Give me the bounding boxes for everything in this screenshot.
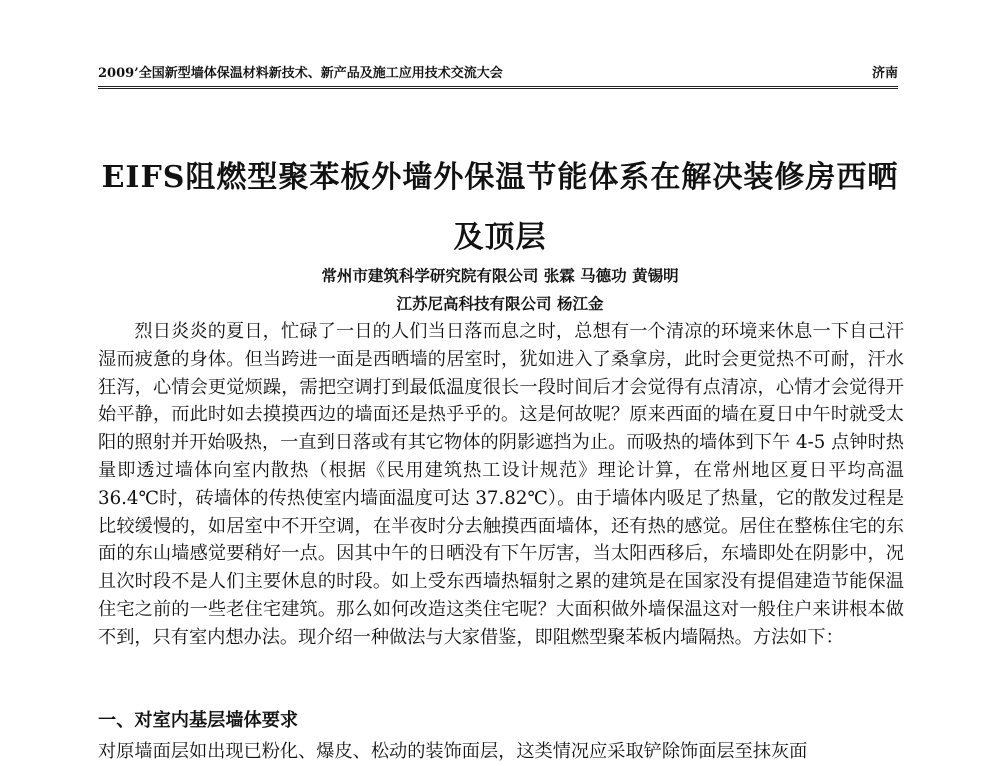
paper-title-line-1: EIFS阻燃型聚苯板外墙外保温节能体系在解决装修房西晒 — [101, 160, 899, 195]
conference-name: 2009’全国新型墙体保温材料新技术、新产品及施工应用技术交流大会 — [98, 66, 503, 81]
affiliation-authors-2: 江苏尼高科技有限公司 杨江金 — [396, 294, 604, 313]
conference-location: 济南 — [871, 66, 898, 81]
section-heading-1: 一、对室内基层墙体要求 — [98, 710, 299, 731]
body-paragraph-section-1: 对原墙面层如出现已粉化、爆皮、松动的装饰面层，这类情况应采取铲除饰面层至抹灰面 — [98, 741, 808, 762]
paper-title-line-2: 及顶层 — [453, 220, 547, 255]
running-header — [98, 64, 898, 89]
affiliation-authors-1: 常州市建筑科学研究院有限公司 张霖 马德功 黄锡明 — [321, 266, 679, 285]
body-paragraph-intro: 烈日炎炎的夏日，忙碌了一日的人们当日落而息之时，总想有一个清凉的环境来休息一下自己汗湿而疲惫的身体。但当跨进一面是西晒墙的居室时，犹如进入了桑拿房，此时会更觉热不可耐，汗水狂泻，心情会更觉烦躁，需把空调打到最低温度很长一段时间后才会觉得有点清凉，心情才会觉得开始平静，而此时如去摸摸西边的墙面还是热乎乎的。这是何故呢？原来西面的墙在夏日中午时就受太阳的照射并开始吸热，一直到日落或有其它物体的阴影遮挡为止。而吸热的墙体到下午 4-5 点钟时热量即透过墙体向室内散热（根据《民用建筑热工设计规范》理论计算，在常州地区夏日平均高温 36.4℃时，砖墙体的传热使室内墙面温度可达 37.82℃）。由于墙体内吸足了热量，它的散发过程是比较缓慢的，如居室中不开空调，在半夜时分去触摸西面墙体，还有热的感觉。居住在整栋住宅的东面的东山墙感觉要稍好一点。因其中午的日晒没有下午厉害，当太阳西移后，东墙即处在阴影中，况且次时段不是人们主要休息的时段。如上受东西墙热辐射之累的建筑是在国家没有提倡建造节能保温住宅之前的一些老住宅建筑。那么如何改造这类住宅呢？大面积做外墙保温这对一般住户来讲根本做不到，只有室内想办法。现介绍一种做法与大家借鉴，即阻燃型聚苯板内墙隔热。方法如下： — [98, 321, 904, 648]
